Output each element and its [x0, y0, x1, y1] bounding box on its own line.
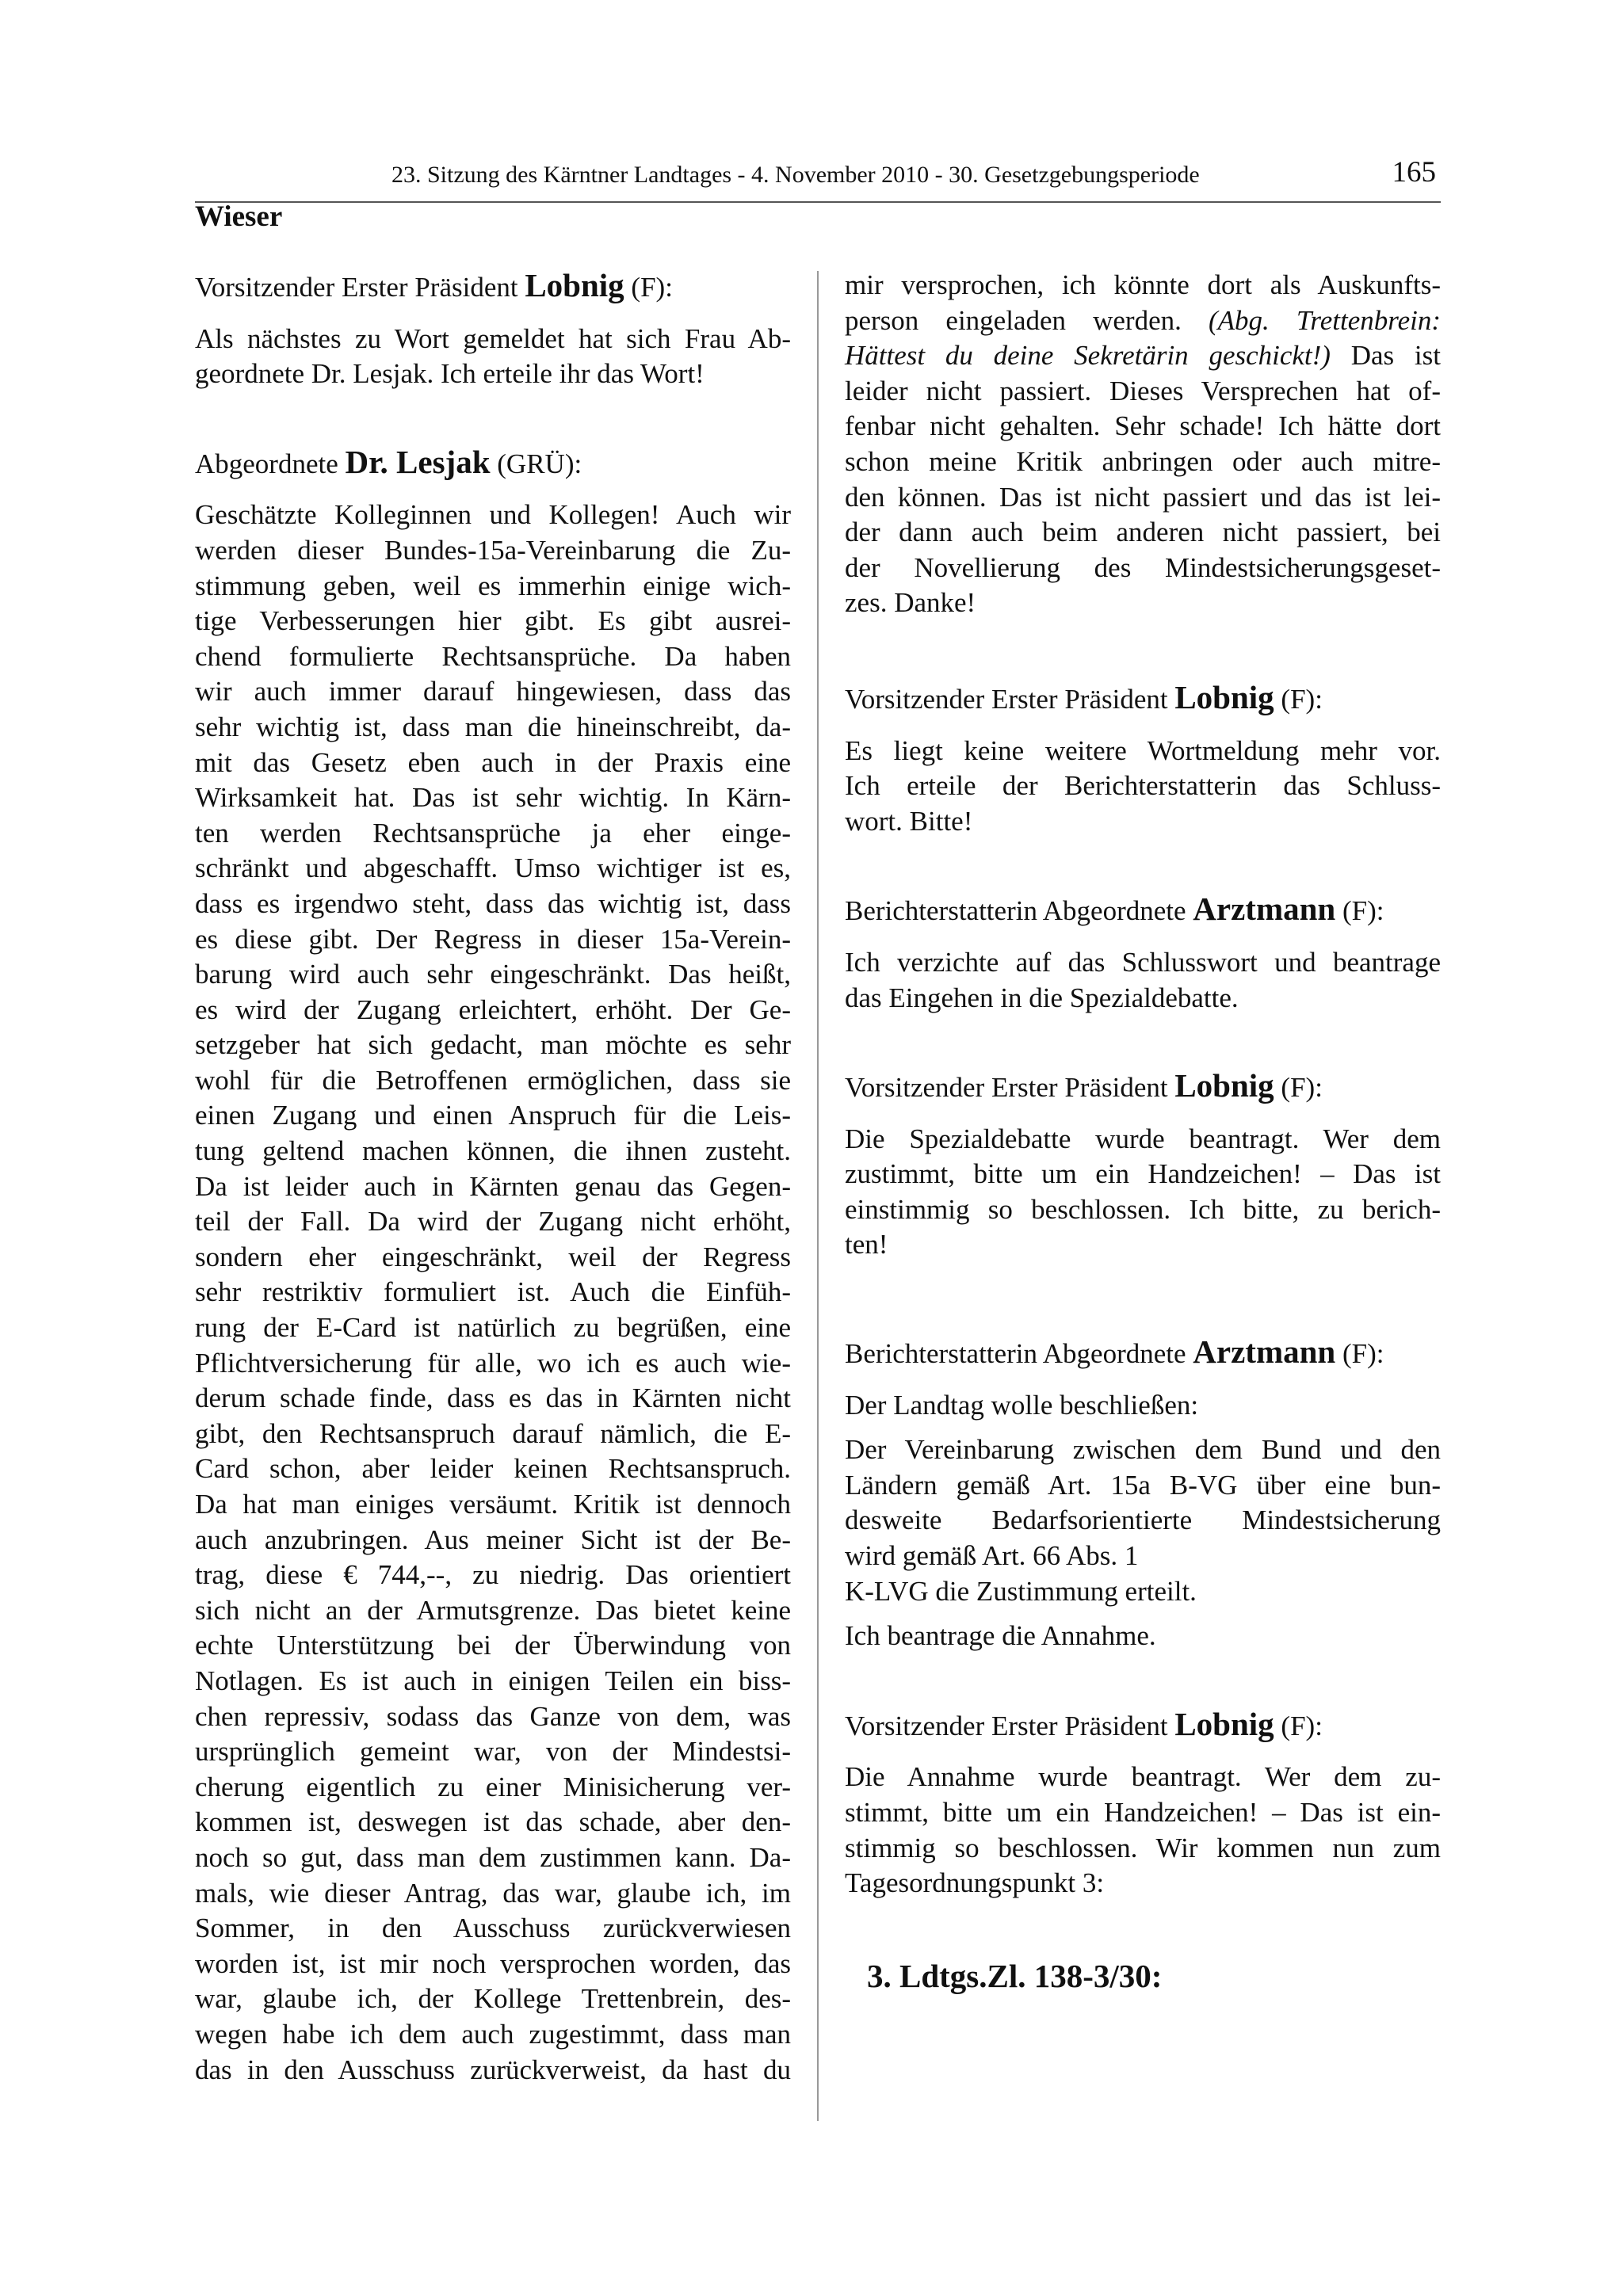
- paragraph-line: Card schon, aber leider keinen Rechtsanspruch.: [195, 1453, 791, 1485]
- paragraph-line: worden ist, ist mir noch versprochen worden, das: [195, 1947, 791, 1979]
- paragraph-line: einen Zugang und einen Anspruch für die Leis-: [195, 1100, 791, 1131]
- speaker-tag: Wieser: [195, 200, 283, 233]
- speaker-line-chair: Vorsitzender Erster Präsident Lobnig (F):: [845, 1067, 1323, 1104]
- paragraph-line: rung der E-Card ist natürlich zu begrüßen, eine: [195, 1312, 791, 1344]
- paragraph-line: wegen habe ich dem auch zugestimmt, dass man: [195, 2018, 791, 2050]
- paragraph-line: barung wird auch sehr eingeschränkt. Das heißt,: [195, 959, 791, 990]
- paragraph-line: chen repressiv, sodass das Ganze von dem, was: [195, 1700, 791, 1732]
- interjection: (Abg. Trettenbrein:: [1208, 304, 1441, 336]
- paragraph-line: tung geltend machen können, die ihnen zusteht.: [195, 1135, 791, 1167]
- paragraph-line: es wird der Zugang erleichtert, erhöht. Der Ge-: [195, 994, 791, 1025]
- paragraph-line: ten werden Rechtsansprüche ja eher einge-: [195, 817, 791, 849]
- paragraph-line: derum schade finde, dass es das in Kärnten nicht: [195, 1383, 791, 1414]
- paragraph-line: Ich verzichte auf das Schlusswort und beantrage: [845, 946, 1441, 978]
- paragraph-line: desweite Bedarfsorientierte Mindestsicherung: [845, 1505, 1441, 1536]
- paragraph-line: wir auch immer darauf hingewiesen, dass das: [195, 676, 791, 707]
- column-divider: [817, 271, 819, 2121]
- paragraph-line: werden dieser Bundes-15a-Vereinbarung die Zu-: [195, 534, 791, 566]
- paragraph-line: gibt, den Rechtsanspruch darauf nämlich, die E-: [195, 1417, 791, 1449]
- paragraph-line: Da ist leider auch in Kärnten genau das Gegen-: [195, 1170, 791, 1202]
- paragraph-line: mir versprochen, ich könnte dort als Auskunfts-: [845, 269, 1441, 300]
- speaker-name: Arztmann: [1193, 1333, 1336, 1371]
- paragraph-line: Sommer, in den Ausschuss zurückverwiesen: [195, 1913, 791, 1944]
- paragraph-line: wohl für die Betroffenen ermöglichen, dass sie: [195, 1064, 791, 1096]
- speaker-name: Lobnig: [525, 267, 624, 303]
- paragraph-line: sondern eher eingeschränkt, weil der Regress: [195, 1241, 791, 1272]
- paragraph-line: Es liegt keine weitere Wortmeldung mehr vor.: [845, 734, 1441, 766]
- paragraph-line: ursprünglich gemeint war, von der Mindestsi-: [195, 1736, 791, 1768]
- speech-paragraph: [195, 498, 791, 2088]
- paragraph-line: cherung eigentlich zu einer Minisicherung ver-: [195, 1771, 791, 1802]
- speaker-line-chair: Vorsitzender Erster Präsident Lobnig (F):: [845, 678, 1323, 715]
- speaker-name: Lobnig: [1174, 1067, 1274, 1104]
- agenda-item-heading: 3. Ldtgs.Zl. 138-3/30:: [867, 1957, 1163, 1994]
- paragraph-line: mals, wie dieser Antrag, das war, glaube ich, im: [195, 1877, 791, 1909]
- paragraph-line: wird gemäß Art. 66 Abs. 1: [845, 1540, 1139, 1572]
- page-number: 165: [1392, 156, 1436, 189]
- paragraph-line: es diese gibt. Der Regress in dieser 15a-Verein-: [195, 923, 791, 955]
- speaker-name: Arztmann: [1193, 891, 1336, 928]
- speaker-line-lesjak: Abgeordnete Dr. Lesjak (GRÜ):: [195, 443, 582, 480]
- paragraph-line: Der Vereinbarung zwischen dem Bund und den: [845, 1434, 1441, 1466]
- paragraph-line: Geschätzte Kolleginnen und Kollegen! Auch wir: [195, 499, 791, 531]
- paragraph-line: Notlagen. Es ist auch in einigen Teilen ein biss-: [195, 1665, 791, 1696]
- paragraph-line: der dann auch beim anderen nicht passiert, bei: [845, 517, 1441, 548]
- paragraph-line: person eingeladen werden. (Abg. Trettenbrein:: [845, 304, 1441, 336]
- paragraph-line: Tagesordnungspunkt 3:: [845, 1867, 1105, 1899]
- paragraph-line: trag, diese € 744,--, zu niedrig. Das orientiert: [195, 1559, 791, 1591]
- speaker-name: Lobnig: [1174, 678, 1274, 715]
- paragraph-line: Die Spezialdebatte wurde beantragt. Wer dem: [845, 1123, 1441, 1154]
- paragraph-line: schon meine Kritik anbringen oder auch mitre-: [845, 445, 1441, 477]
- paragraph-line: schränkt und abgeschafft. Umso wichtiger ist es,: [195, 852, 791, 884]
- paragraph-line: stimmt, bitte um ein Handzeichen! – Das ist ein-: [845, 1797, 1441, 1828]
- interjection: Hättest du deine Sekretärin geschickt!): [845, 340, 1331, 372]
- paragraph-line: war, glaube ich, der Kollege Trettenbrein, des-: [195, 1983, 791, 2015]
- paragraph-line: chend formulierte Rechtsansprüche. Da haben: [195, 640, 791, 672]
- paragraph-line: Ich beantrage die Annahme.: [845, 1620, 1156, 1652]
- paragraph-line: sehr wichtig ist, dass man die hineinschreibt, da-: [195, 711, 791, 742]
- speaker-line-arztmann: Berichterstatterin Abgeordnete Arztmann (F):: [845, 1333, 1384, 1371]
- paragraph-line: auch anzubringen. Aus meiner Sicht ist der Be-: [195, 1524, 791, 1555]
- speaker-line-chair: Vorsitzender Erster Präsident Lobnig (F):: [195, 267, 673, 303]
- paragraph-line: noch so gut, dass man dem zustimmen kann. Da-: [195, 1841, 791, 1873]
- paragraph-line: das in den Ausschuss zurückverweist, da hast du: [195, 2054, 791, 2085]
- speaker-name: Dr. Lesjak: [345, 443, 491, 480]
- paragraph-line: sehr restriktiv formuliert ist. Auch die Einfüh-: [195, 1276, 791, 1308]
- paragraph-line: kommen ist, deswegen ist das schade, aber den-: [195, 1806, 791, 1838]
- paragraph-line: ten!: [845, 1229, 888, 1261]
- paragraph-line: der Novellierung des Mindestsicherungsgeset-: [845, 551, 1441, 583]
- speaker-line-chair: Vorsitzender Erster Präsident Lobnig (F):: [845, 1705, 1323, 1742]
- paragraph-line: Ländern gemäß Art. 15a B-VG über eine bun-: [845, 1469, 1441, 1501]
- paragraph-line: Wirksamkeit hat. Das ist sehr wichtig. In Kärn-: [195, 782, 791, 814]
- paragraph-line: Da hat man einiges versäumt. Kritik ist dennoch: [195, 1489, 791, 1520]
- header-title: 23. Sitzung des Kärntner Landtages - 4. November 2010 - 30. Gesetzgebungsperiode: [391, 162, 1200, 188]
- paragraph-line: mit das Gesetz eben auch in der Praxis eine: [195, 746, 791, 778]
- paragraph-line: Hättest du deine Sekretärin geschickt!) Das ist: [845, 340, 1441, 372]
- paragraph-line: sich nicht an der Armutsgrenze. Das bietet keine: [195, 1594, 791, 1626]
- paragraph-line: Als nächstes zu Wort gemeldet hat sich Frau Ab-: [195, 322, 791, 354]
- speaker-line-arztmann: Berichterstatterin Abgeordnete Arztmann (F):: [845, 891, 1384, 928]
- page-header: [195, 155, 1441, 203]
- speech-continuation: [845, 268, 1441, 621]
- paragraph-line: wort. Bitte!: [845, 805, 973, 837]
- paragraph-line: leider nicht passiert. Dieses Versprechen hat of-: [845, 375, 1441, 406]
- paragraph-line: teil der Fall. Da wird der Zugang nicht erhöht,: [195, 1206, 791, 1238]
- paragraph-line: stimmig so beschlossen. Wir kommen nun zum: [845, 1832, 1441, 1863]
- paragraph-line: Der Landtag wolle beschließen:: [845, 1389, 1199, 1421]
- right-column: [845, 268, 1441, 1993]
- paragraph-line: den können. Das ist nicht passiert und das ist lei-: [845, 481, 1441, 513]
- paragraph-line: Die Annahme wurde beantragt. Wer dem zu-: [845, 1761, 1441, 1793]
- paragraph-line: Ich erteile der Berichterstatterin das Schluss-: [845, 770, 1441, 802]
- paragraph-line: zes. Danke!: [845, 587, 976, 619]
- paragraph-line: setzgeber hat sich gedacht, man möchte es sehr: [195, 1029, 791, 1061]
- paragraph-line: echte Unterstützung bei der Überwindung von: [195, 1630, 791, 1661]
- paragraph-line: das Eingehen in die Spezialdebatte.: [845, 982, 1239, 1013]
- paragraph-line: K-LVG die Zustimmung erteilt.: [845, 1575, 1197, 1607]
- paragraph-line: fenbar nicht gehalten. Sehr schade! Ich hätte dort: [845, 410, 1441, 442]
- left-column: [195, 268, 791, 2088]
- paragraph-line: einstimmig so beschlossen. Ich bitte, zu berich-: [845, 1193, 1441, 1225]
- paragraph-line: geordnete Dr. Lesjak. Ich erteile ihr das Wort!: [195, 358, 705, 390]
- paragraph-line: dass es irgendwo steht, dass das wichtig ist, dass: [195, 887, 791, 919]
- speaker-name: Lobnig: [1174, 1705, 1274, 1742]
- paragraph-line: Pflichtversicherung für alle, wo ich es auch wie-: [195, 1347, 791, 1379]
- paragraph-line: tige Verbesserungen hier gibt. Es gibt ausrei-: [195, 605, 791, 637]
- paragraph-line: zustimmt, bitte um ein Handzeichen! – Das ist: [845, 1158, 1441, 1190]
- paragraph-line: stimmung geben, weil es immerhin einige wich-: [195, 570, 791, 601]
